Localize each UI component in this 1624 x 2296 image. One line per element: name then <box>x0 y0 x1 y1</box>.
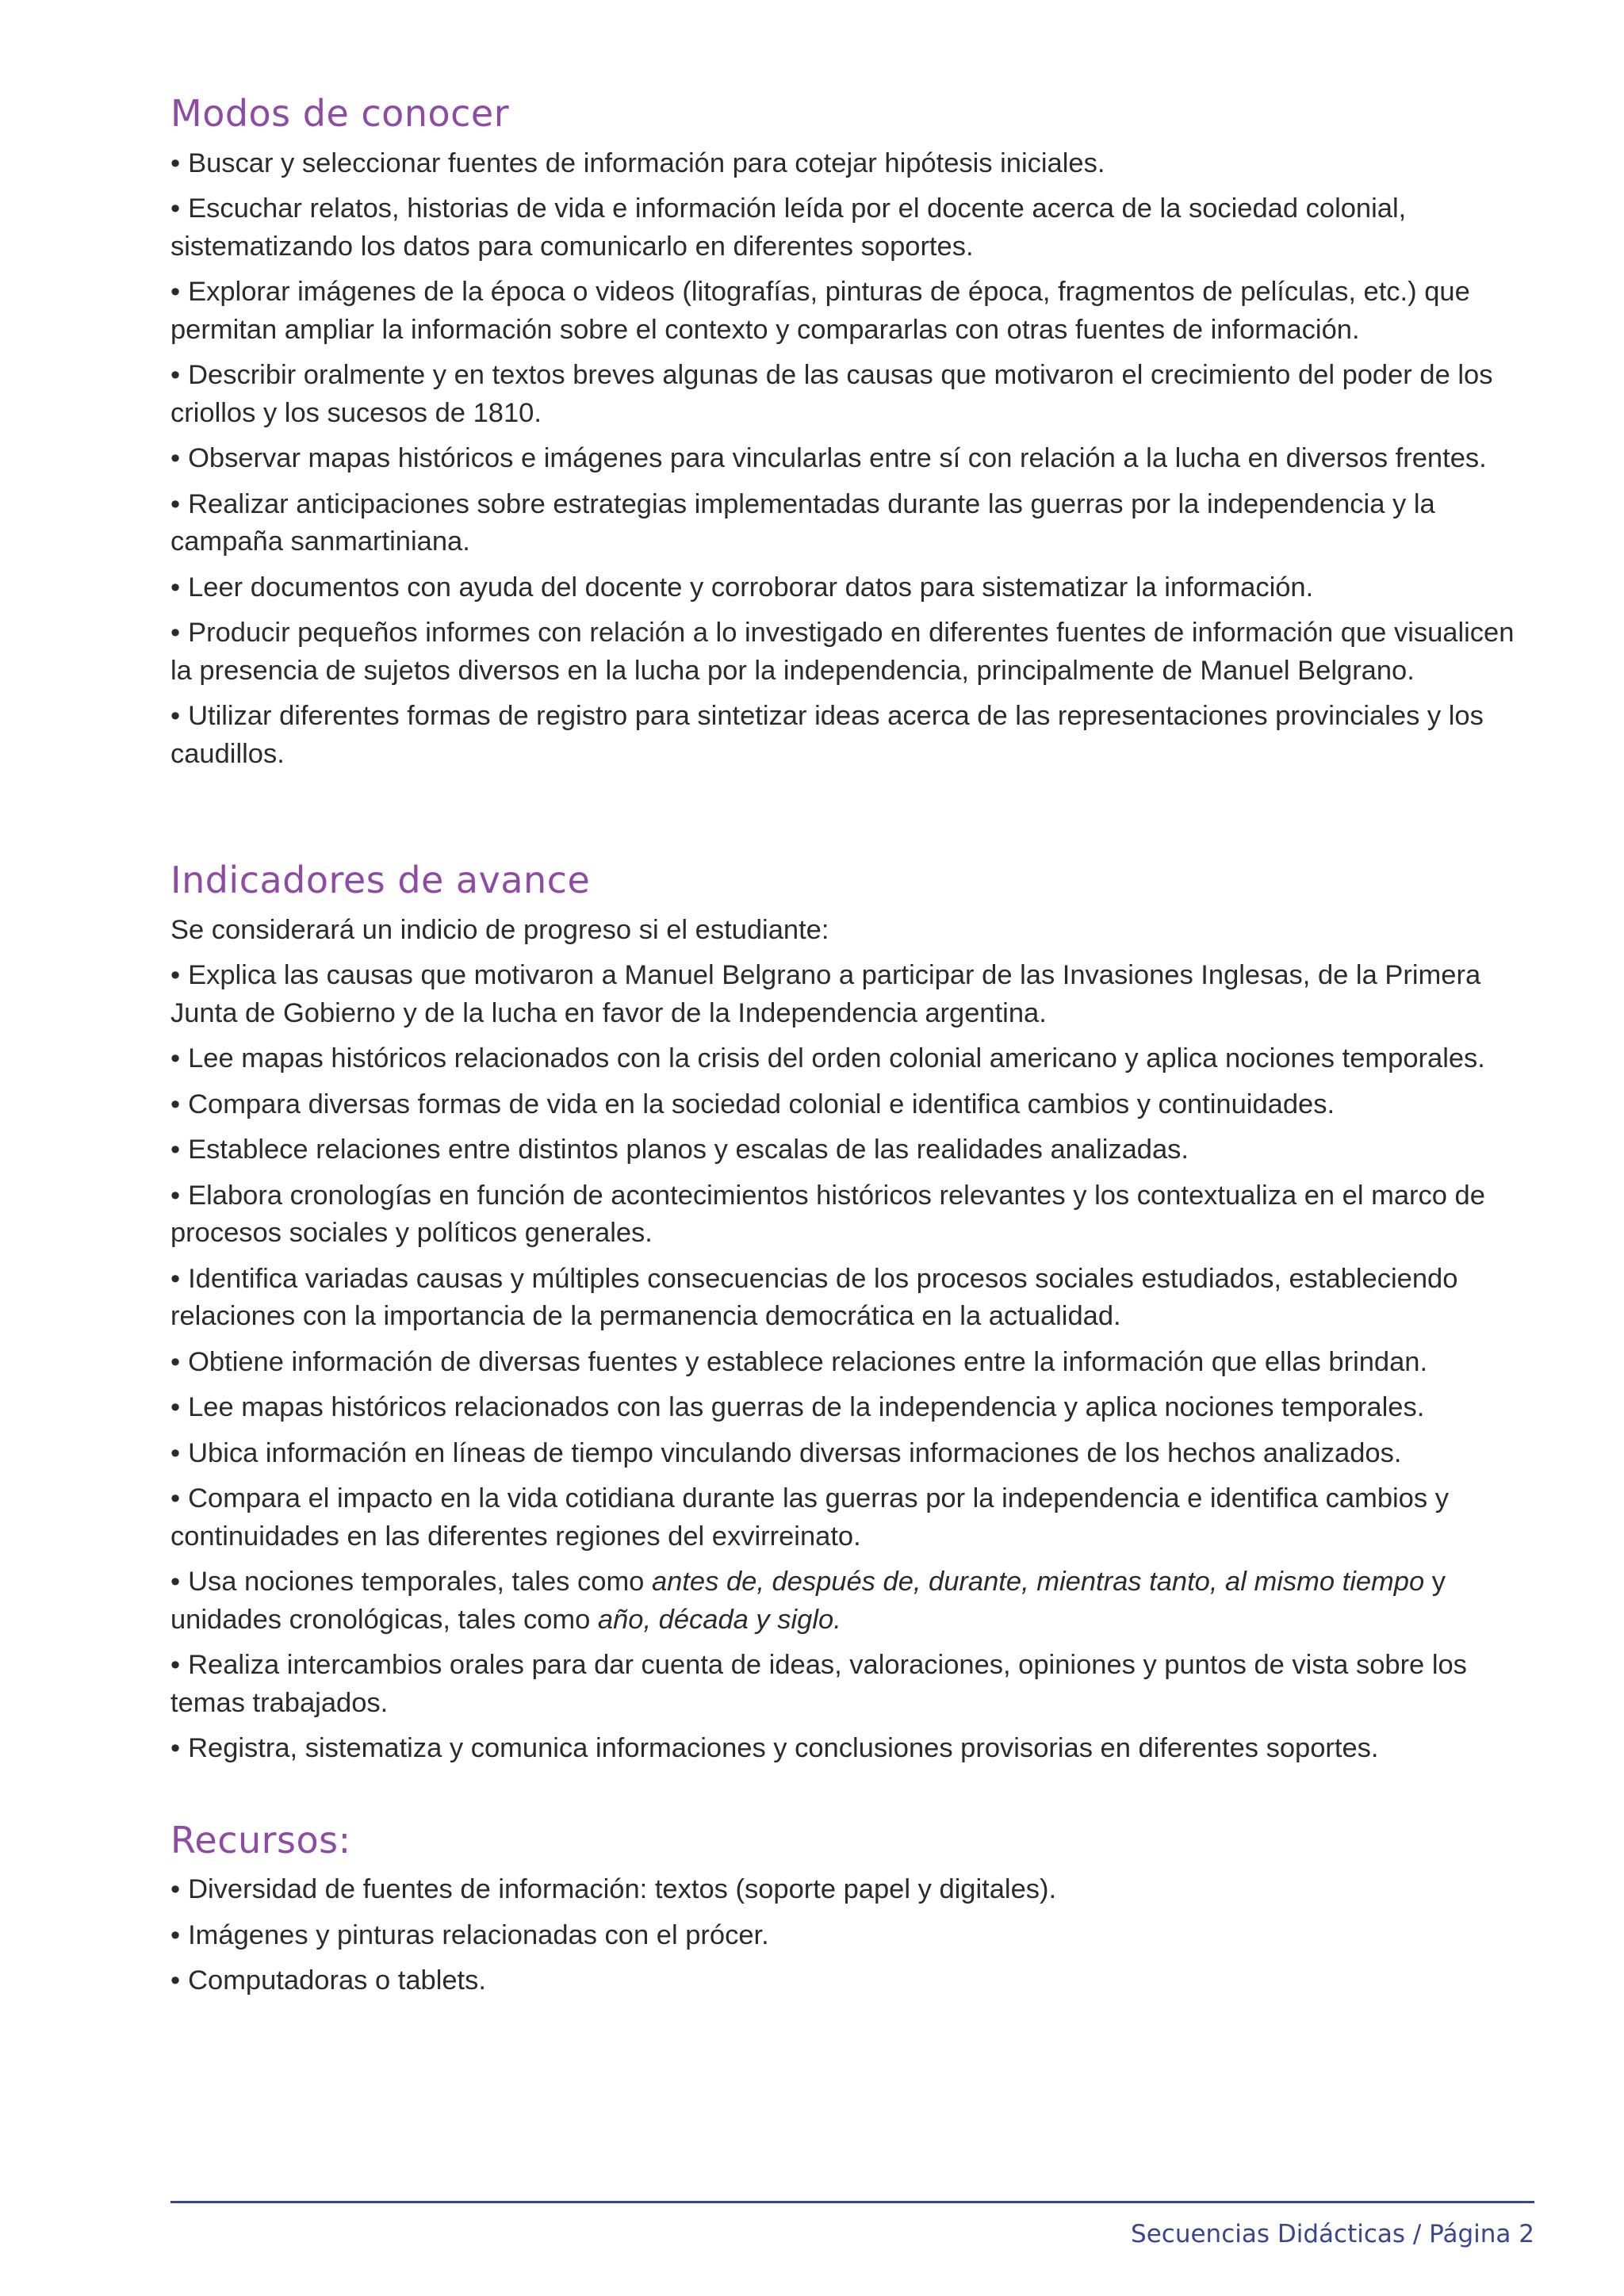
page-content <box>170 94 1534 2008</box>
recursos-list <box>170 1871 1534 2000</box>
list-item: • Buscar y seleccionar fuentes de información para cotejar hipótesis iniciales. <box>170 147 1105 178</box>
list-item: • Producir pequeños informes con relación a lo investigado en diferentes fuentes de información que visualicen la presencia de sujetos diversos en la lucha por la independencia, principalmente de Manuel Belgrano. <box>170 618 1515 686</box>
list-item: • Ubica información en líneas de tiempo vinculando diversas informaciones de los hechos analizados. <box>170 1437 1402 1468</box>
list-item: • Elabora cronologías en función de acontecimientos históricos relevantes y los contextualiza en el marco de procesos sociales y políticos generales. <box>170 1180 1485 1249</box>
section-title-indicadores: Indicadores de avance <box>170 859 591 902</box>
section-spacer <box>170 1776 1534 1820</box>
indicadores-intro: Se considerará un indicio de progreso si el estudiante: <box>170 914 829 945</box>
list-item: • Explica las causas que motivaron a Manuel Belgrano a participar de las Invasiones Inglesas, de la Primera Junta de Gobierno y de la lucha en favor de la Independencia argentina. <box>170 960 1481 1028</box>
list-item: • Leer documentos con ayuda del docente y corroborar datos para sistematizar la información. <box>170 572 1314 603</box>
list-item: • Realizar anticipaciones sobre estrategias implementadas durante las guerras por la independencia y la campaña sanmartiniana. <box>170 488 1435 557</box>
section-spacer <box>170 781 1534 860</box>
list-item: • Usa nociones temporales, tales como antes de, después de, durante, mientras tanto, al mismo tiempo y unidades cronológicas, tales como año, década y siglo. <box>170 1567 1446 1635</box>
list-item: • Realiza intercambios orales para dar cuenta de ideas, valoraciones, opiniones y puntos de vista sobre los temas trabajados. <box>170 1650 1467 1718</box>
section-title-modos: Modos de conocer <box>170 92 510 135</box>
footer-divider <box>170 2201 1534 2203</box>
list-item: • Compara el impacto en la vida cotidiana durante las guerras por la independencia e identifica cambios y continuidades en las diferentes regiones del exvirreinato. <box>170 1483 1449 1552</box>
list-item: • Lee mapas históricos relacionados con las guerras de la independencia y aplica nociones temporales. <box>170 1392 1425 1423</box>
list-item: • Establece relaciones entre distintos planos y escalas de las realidades analizadas. <box>170 1135 1189 1165</box>
list-item: • Computadoras o tablets. <box>170 1965 486 1996</box>
list-item: • Registra, sistematiza y comunica informaciones y conclusiones provisorias en diferentes soportes. <box>170 1733 1379 1764</box>
section-title-recursos: Recursos: <box>170 1818 351 1862</box>
modos-list <box>170 145 1534 774</box>
list-item: • Describir oralmente y en textos breves algunas de las causas que motivaron el crecimiento del poder de los criollos y los sucesos de 1810. <box>170 360 1493 428</box>
list-item: • Diversidad de fuentes de información: textos (soporte papel y digitales). <box>170 1874 1057 1905</box>
indicadores-list <box>170 957 1534 1768</box>
list-item: • Imágenes y pinturas relacionadas con el prócer. <box>170 1919 769 1950</box>
list-item: • Escuchar relatos, historias de vida e información leída por el docente acerca de la sociedad colonial, sistematizando los datos para comunicarlo en diferentes soportes. <box>170 193 1407 262</box>
list-item: • Utilizar diferentes formas de registro para sintetizar ideas acerca de las representaciones provinciales y los caudillos. <box>170 701 1484 769</box>
list-item: • Obtiene información de diversas fuentes y establece relaciones entre la información que ellas brindan. <box>170 1346 1428 1377</box>
list-item: • Compara diversas formas de vida en la sociedad colonial e identifica cambios y continuidades. <box>170 1089 1335 1119</box>
list-item: • Observar mapas históricos e imágenes para vincularlas entre sí con relación a la lucha en diversos frentes. <box>170 443 1487 474</box>
list-item: • Lee mapas históricos relacionados con la crisis del orden colonial americano y aplica nociones temporales. <box>170 1043 1485 1074</box>
list-item: • Identifica variadas causas y múltiples consecuencias de los procesos sociales estudiados, estableciendo relaciones con la importancia de la permanencia democrática en la actualidad. <box>170 1263 1458 1332</box>
footer-page-label: Secuencias Didácticas / Página 2 <box>1131 2220 1534 2248</box>
list-item: • Explorar imágenes de la época o videos (litografías, pinturas de época, fragmentos de películas, etc.) que permitan ampliar la información sobre el contexto y compararlas con otras fuentes de información. <box>170 277 1470 345</box>
